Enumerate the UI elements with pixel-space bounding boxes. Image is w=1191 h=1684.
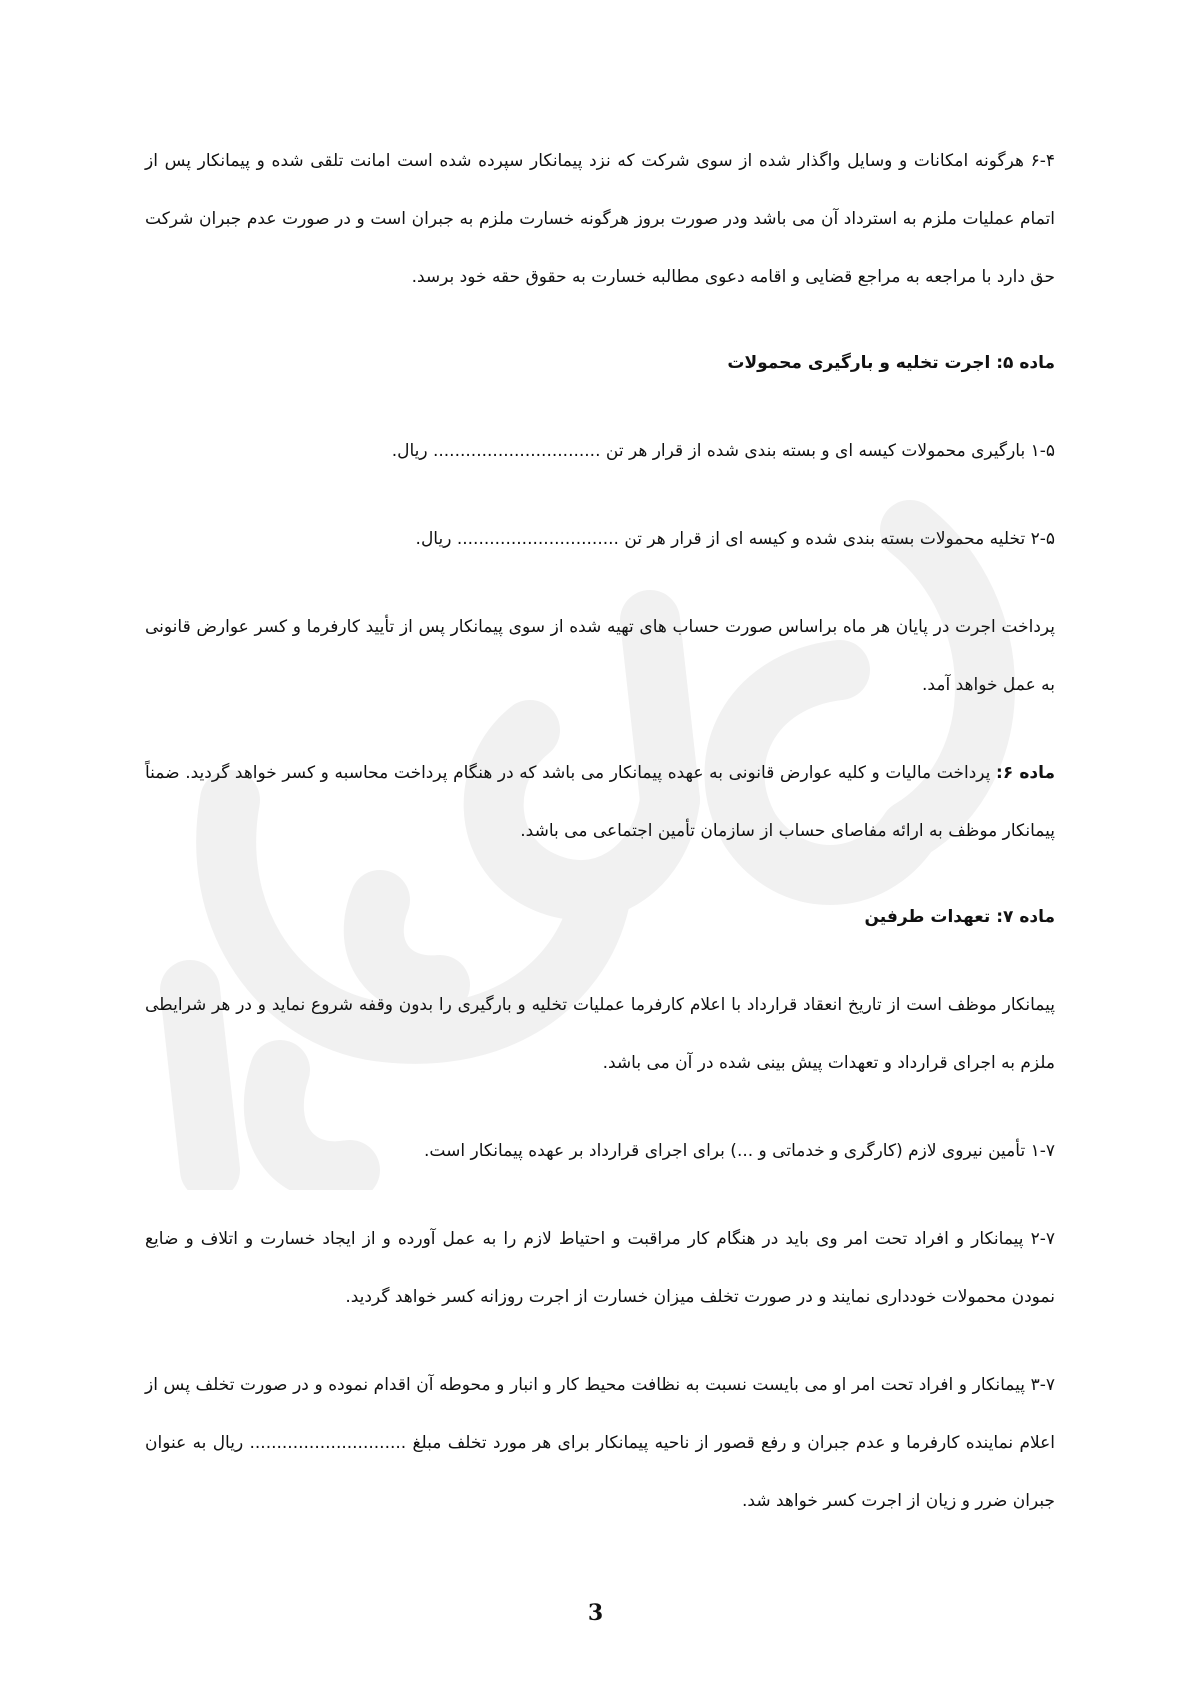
article-6-text: پرداخت مالیات و کلیه عوارض قانونی به عهده پیمانکار می باشد که در هنگام پرداخت محاسبه و کسر خواهد گردید. ضمناً پیمانکار موظف به ارائه مفاصای حساب از سازمان تأمین اجتماعی می باشد. bbox=[145, 763, 1055, 841]
document-body bbox=[145, 132, 1055, 1530]
heading-article-7: ماده ۷: تعهدات طرفین bbox=[864, 907, 1055, 927]
paragraph-5-2: ۲-۵ تخلیه محمولات بسته بندی شده و کیسه ای از قرار هر تن .............................. ریال. bbox=[415, 529, 1055, 549]
paragraph-7-intro: پیمانکار موظف است از تاریخ انعقاد قرارداد با اعلام کارفرما عملیات تخلیه و بارگیری را بدون وقفه شروع نماید و در هر شرایطی ملزم به اجرای قرارداد و تعهدات پیش بینی شده در آن می باشد. bbox=[145, 995, 1055, 1073]
page-number: 3 bbox=[587, 1600, 604, 1626]
paragraph-article-6 bbox=[145, 744, 1055, 860]
paragraph-7-1: ۱-۷ تأمین نیروی لازم (کارگری و خدماتی و ...) برای اجرای قرارداد بر عهده پیمانکار است. bbox=[424, 1141, 1055, 1161]
paragraph-7-3: ۳-۷ پیمانکار و افراد تحت امر او می بایست نسبت به نظافت محیط کار و انبار و محوطه آن اقدام نموده و در صورت تخلف پس از اعلام نماینده کارفرما و عدم جبران و رفع قصور از ناحیه پیمانکار برای هر مورد تخلف مبلغ ............................. ریال به عنوان جبران ضرر و زیان از اجرت کسر خواهد شد. bbox=[145, 1375, 1055, 1511]
paragraph-payment: پرداخت اجرت در پایان هر ماه براساس صورت حساب های تهیه شده از سوی پیمانکار پس از تأیید کارفرما و کسر عوارض قانونی به عمل خواهد آمد. bbox=[145, 617, 1055, 695]
article-6-label: ماده ۶: bbox=[996, 763, 1056, 783]
paragraph-7-2: ۲-۷ پیمانکار و افراد تحت امر وی باید در هنگام کار مراقبت و احتیاط لازم را به عمل آورده و از ایجاد خسارت و اتلاف و ضایع نمودن محمولات خودداری نمایند و در صورت تخلف میزان خسارت از اجرت روزانه کسر خواهد گردید. bbox=[145, 1229, 1055, 1307]
paragraph-5-1: ۱-۵ بارگیری محمولات کیسه ای و بسته بندی شده از قرار هر تن ............................... ریال. bbox=[391, 441, 1055, 461]
paragraph-6-4: ۶-۴ هرگونه امکانات و وسایل واگذار شده از سوی شرکت که نزد پیمانکار سپرده شده است امانت تلقی شده و پیمانکار پس از اتمام عملیات ملزم به استرداد آن می باشد ودر صورت بروز هرگونه خسارت ملزم به جبران است و در صورت عدم جبران شرکت حق دارد با مراجعه به مراجع قضایی و اقامه دعوی مطالبه خسارت به حقوق حقه خود برسد. bbox=[145, 151, 1055, 287]
heading-article-5: ماده ۵: اجرت تخلیه و بارگیری محمولات bbox=[727, 353, 1055, 373]
